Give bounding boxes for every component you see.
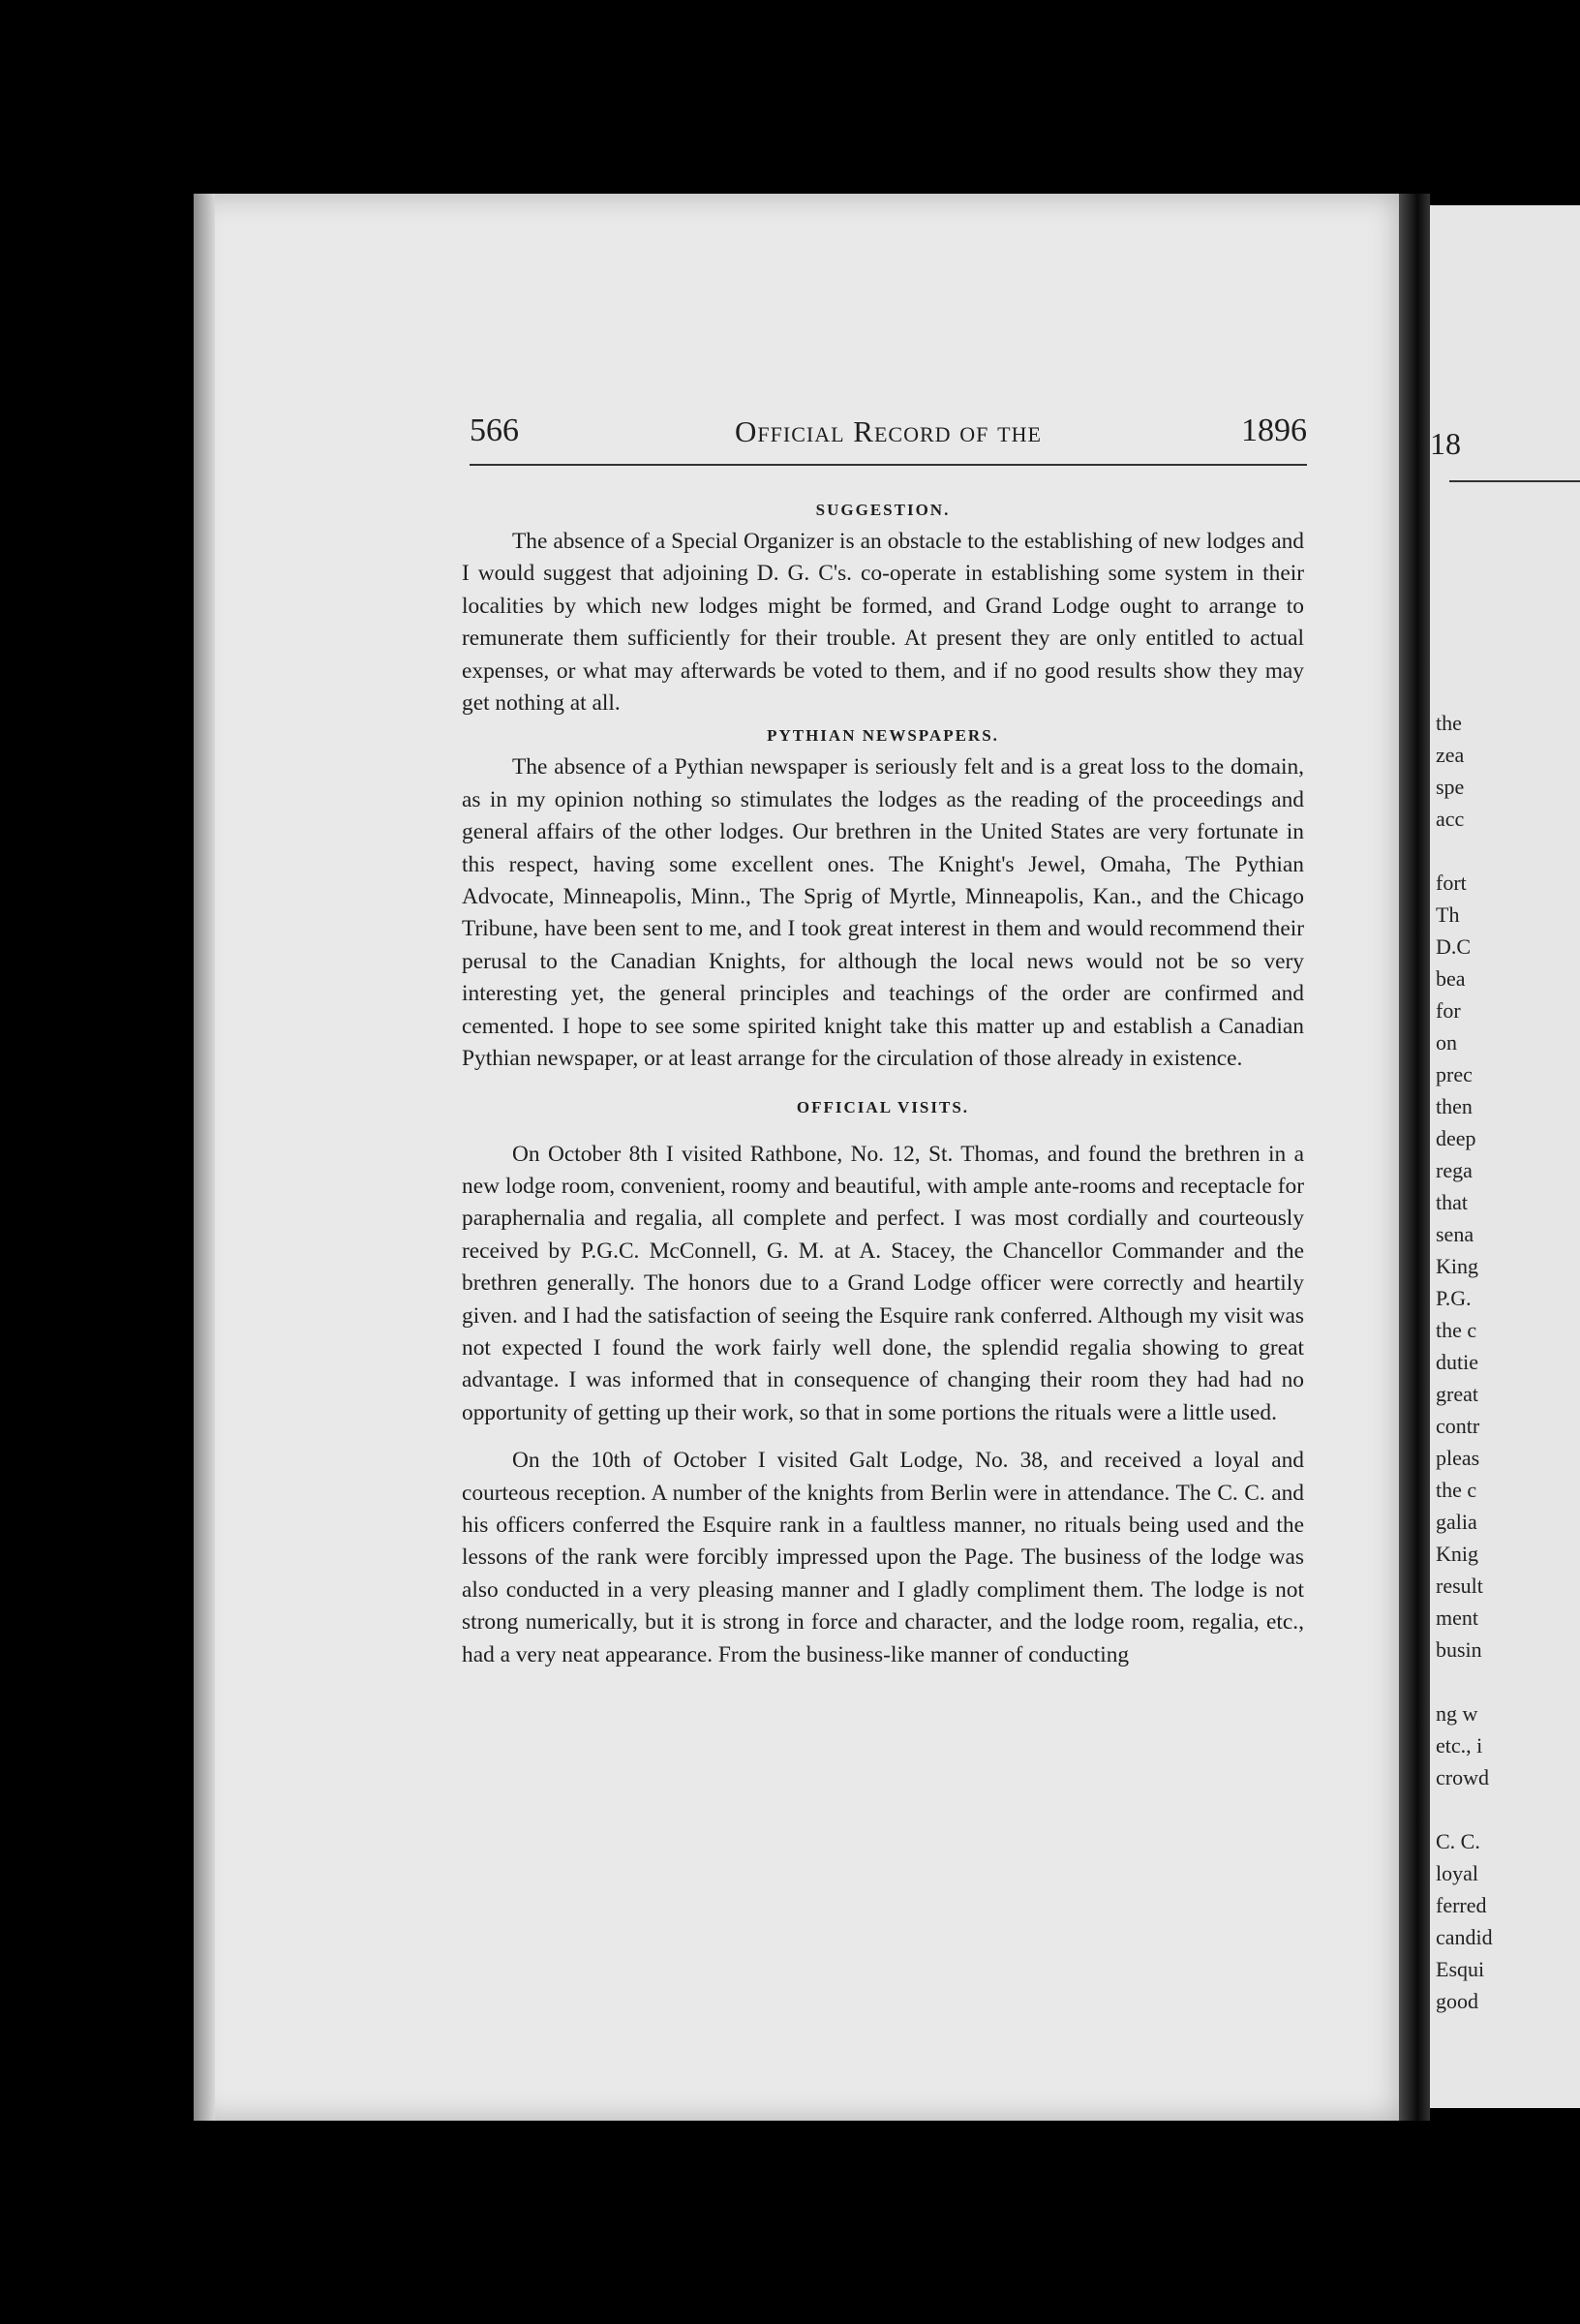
running-head (470, 407, 1307, 457)
section-official-visits (462, 1091, 1304, 1672)
running-title: Official Record of the (735, 414, 1042, 448)
running-year: 1896 (1241, 413, 1307, 448)
spacer (462, 1123, 1304, 1139)
header-rule (470, 464, 1307, 466)
facing-page-rule (1449, 480, 1580, 482)
section-heading: SUGGESTION. (815, 501, 951, 519)
spacer (462, 1076, 1304, 1091)
paragraph: The absence of a Pythian newspaper is seriously felt and is a great loss to the domain, as in my opinion nothing so stimulates the lodges as the reading of the proceedings and general affairs of the other lodges. Our brethren in the United States are very fortunate in this respect, having some excellent ones. The Knight's Jewel, Omaha, The Pythian Advocate, Minneapolis, Minn., The Sprig of Myrtle, Minneapolis, Kan., and the Chicago Tribune, have been sent to me, and I took great interest in them and would recommend their perusal to the Canadian Knights, for although the local news would not be so very interesting yet, the general principles and teachings of the order are confirmed and cemented. I hope to see some spirited knight take this matter up and establish a Canadian Pythian newspaper, or at least arrange for the circulation of those already in existence. (462, 754, 1304, 1072)
section-heading: PYTHIAN NEWSPAPERS. (767, 726, 999, 746)
book-gutter (1399, 194, 1430, 2121)
section-heading: OFFICIAL VISITS. (796, 1097, 970, 1116)
section-suggestion (462, 494, 1304, 719)
facing-page (1430, 205, 1580, 2108)
spacer (462, 1429, 1304, 1445)
section-pythian-newspapers (462, 719, 1304, 1075)
facing-page-text: the zea spe acc fort Th D.C bea for on prec then deep rega that sena King P.G. the c dutie great contr pleas the c galia Knig result ment busin ng w etc., i crowd C. C. loyal ferred candid Esqui good (1436, 711, 1493, 2013)
body-text (462, 494, 1304, 1671)
page-number: 566 (470, 413, 519, 448)
paragraph: On the 10th of October I visited Galt Lodge, No. 38, and received a loyal and courteous reception. A number of the knights from Berlin were in attendance. The C. C. and his officers conferred the Esquire rank in a faultless manner, no rituals being used and the lessons of the rank were forcibly impressed upon the Page. The business of the lodge was also conducted in a very pleasing manner and I gladly compliment them. The lodge is not strong numerically, but it is strong in force and character, and the lodge room, regalia, etc., had a very neat appearance. From the business-like manner of conducting (462, 1448, 1304, 1667)
facing-page-header: 18 (1430, 426, 1461, 461)
paragraph: The absence of a Special Organizer is an obstacle to the establishing of new lodges and I would suggest that adjoining D. G. C's. co-operate in establishing some system in their localities by which new lodges might be formed, and Grand Lodge ought to arrange to remunerate them sufficiently for their trouble. At present they are only entitled to actual expenses, or what may afterwards be voted to them, and if no good results show they may get nothing at all. (462, 529, 1304, 717)
paragraph: On October 8th I visited Rathbone, No. 12, St. Thomas, and found the brethren in a new lodge room, convenient, roomy and beautiful, with ample ante-rooms and receptacle for paraphernalia and regalia, all complete and perfect. I was most cordially and courteously received by P.G.C. McConnell, G. M. at A. Stacey, the Chancellor Commander and the brethren generally. The honors due to a Grand Lodge officer were correctly and heartily given. and I had the satisfaction of seeing the Esquire rank conferred. Although my visit was not expected I found the work fairly well done, the splendid regalia showing to great advantage. I was informed that in consequence of changing their room they had had no opportunity of getting up their work, so that in some portions the rituals were a little used. (462, 1141, 1304, 1425)
